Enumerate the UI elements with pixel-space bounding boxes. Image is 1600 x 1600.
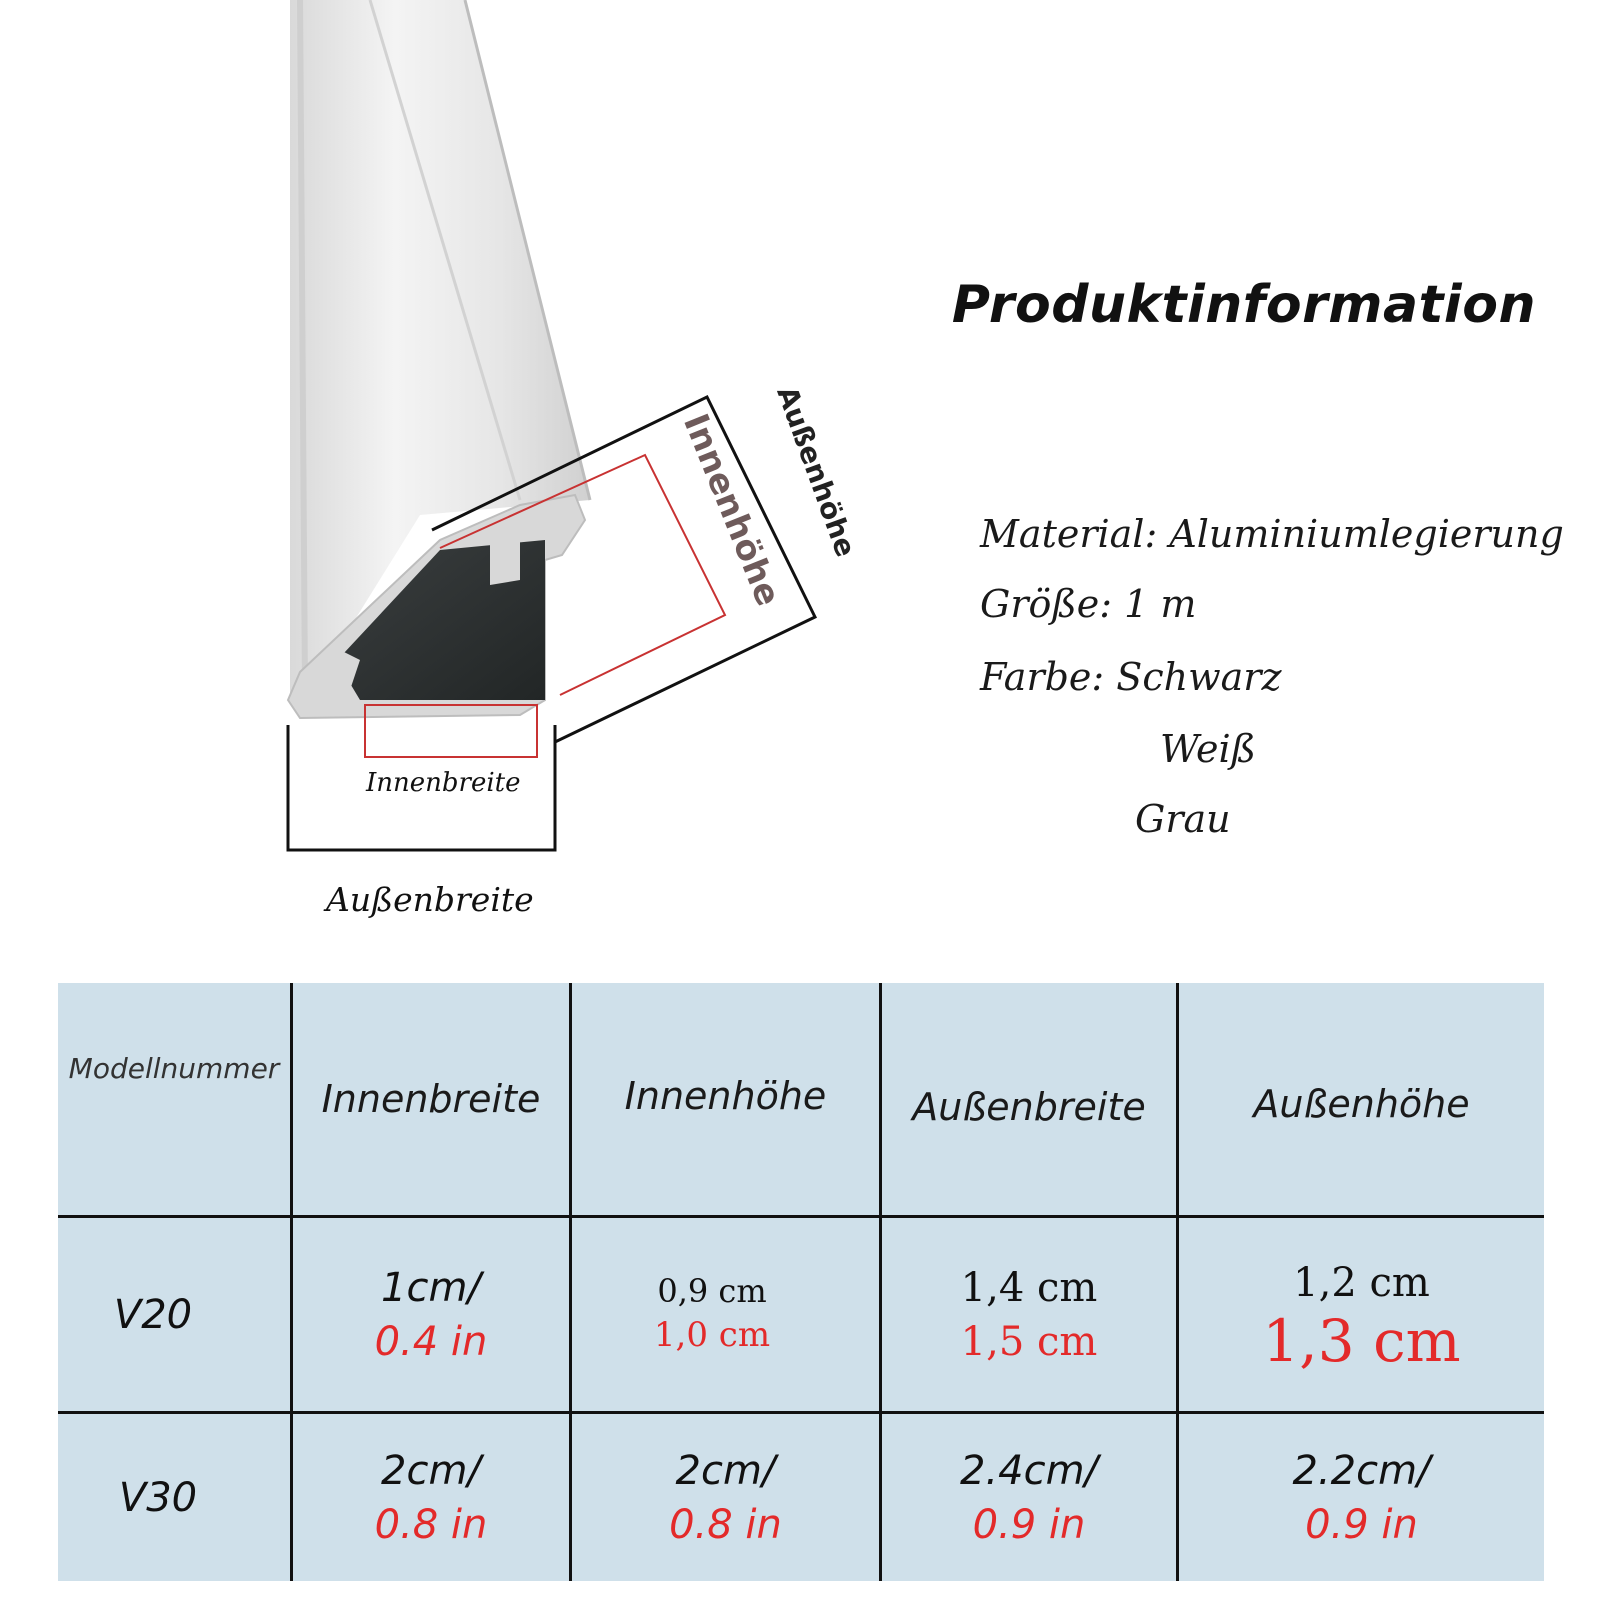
header-innenbreite: Innenbreite: [321, 1077, 541, 1121]
value-in: 0.8 in: [374, 1501, 488, 1548]
color-option-white: Weiß: [1160, 727, 1256, 771]
v30-aussenbreite: [882, 1414, 1176, 1581]
model-v20: V20: [113, 1291, 193, 1338]
innenbreite-label: Innenbreite: [366, 768, 521, 798]
value-cm: 2.2cm/: [1292, 1447, 1431, 1494]
v20-aussenbreite: [882, 1218, 1176, 1411]
aussenbreite-label: Außenbreite: [326, 880, 534, 919]
color-option-grey: Grau: [1135, 797, 1231, 841]
value-in: 0.9 in: [972, 1501, 1086, 1548]
color-line: Farbe: Schwarz: [980, 655, 1282, 699]
v20-innenhoehe: [572, 1218, 852, 1411]
v30-innenbreite: [293, 1414, 569, 1581]
value-cm: 2.4cm/: [959, 1447, 1099, 1494]
v20-aussenhoehe: [1179, 1218, 1544, 1411]
header-model-number: Modellnummer: [68, 1051, 280, 1085]
value-cm: 1cm/: [381, 1264, 481, 1311]
v30-aussenhoehe: [1179, 1414, 1544, 1581]
v20-innenbreite: [293, 1218, 569, 1411]
value-cm-alt: 1,0 cm: [653, 1315, 771, 1356]
product-info-title: Produktinformation: [951, 275, 1536, 335]
header-aussenhoehe: Außenhöhe: [1253, 1082, 1470, 1126]
size-line: Größe: 1 m: [980, 582, 1197, 626]
value-cm: 1,2 cm: [1293, 1259, 1430, 1306]
innenhoehe-label: Innenhöhe: [674, 408, 789, 612]
value-in: 0.4 in: [374, 1318, 488, 1365]
value-in: 0.8 in: [669, 1501, 782, 1548]
value-cm: 0,9 cm: [657, 1271, 767, 1310]
material-line: Material: Aluminiumlegierung: [980, 512, 1564, 556]
model-v30: V30: [118, 1474, 198, 1521]
value-cm-alt: 1,3 cm: [1262, 1306, 1461, 1375]
value-cm: 2cm/: [675, 1447, 776, 1494]
aussenhoehe-label: Außenhöhe: [770, 381, 863, 562]
header-aussenbreite: Außenbreite: [912, 1085, 1146, 1129]
v30-innenhoehe: [572, 1414, 879, 1581]
value-in: 0.9 in: [1305, 1501, 1418, 1548]
value-cm: 2cm/: [381, 1447, 481, 1494]
header-innenhoehe: Innenhöhe: [624, 1073, 827, 1118]
value-cm: 1,4 cm: [960, 1264, 1098, 1311]
spec-table: [58, 983, 1544, 1581]
value-cm-alt: 1,5 cm: [960, 1318, 1098, 1365]
